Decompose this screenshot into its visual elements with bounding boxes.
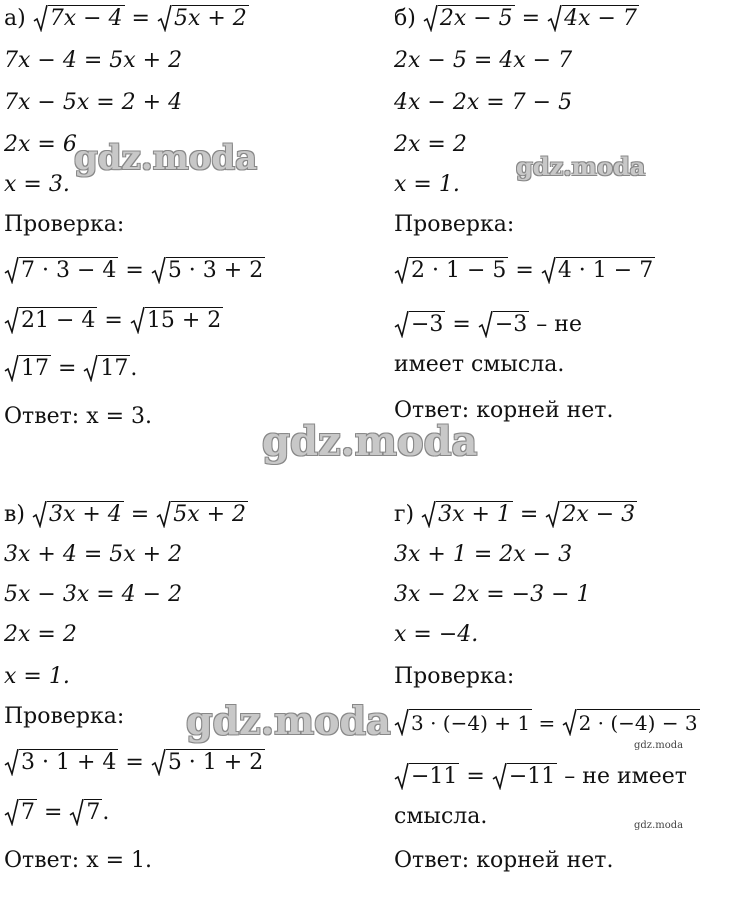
check-label: Проверка: [394, 212, 515, 237]
watermark: gdz.moda [186, 698, 391, 743]
radical: 5 · 3 + 2 [151, 256, 265, 286]
radical: 3 · (−4) + 1 [394, 708, 532, 738]
check-label: Проверка: [4, 704, 125, 729]
step-line: 5x − 3x = 4 − 2 [4, 582, 183, 607]
radical: 5x + 2 [156, 500, 248, 530]
check-line: 2 · 1 − 5 = 4 · 1 − 7 [394, 256, 655, 286]
check-line: 17 = 17. [4, 354, 137, 384]
note: имеет смысла. [394, 352, 565, 377]
step-line: 2x = 2 [394, 132, 467, 157]
check-line: 7 = 7. [4, 798, 109, 828]
radical: 5 · 1 + 2 [151, 748, 265, 778]
step-line: 2x − 5 = 4x − 7 [394, 48, 573, 73]
check-line: −11 = −11 – не имеет [394, 762, 687, 792]
radical: −3 [478, 310, 529, 340]
answer: Ответ: x = 3. [4, 404, 153, 429]
step-line: x = −4. [394, 622, 479, 647]
answer: Ответ: корней нет. [394, 398, 614, 423]
step-line: 3x − 2x = −3 − 1 [394, 582, 591, 607]
solution-b [394, 4, 729, 424]
radical: 21 − 4 [4, 306, 97, 336]
radical: 7 · 3 − 4 [4, 256, 118, 286]
radical: 7 [69, 798, 102, 828]
radical: 2x − 5 [423, 4, 515, 34]
step-line: x = 3. [4, 172, 70, 197]
step-line: 3x + 4 = 5x + 2 [4, 542, 183, 567]
step-line: 2x = 2 [4, 622, 77, 647]
watermark-small: gdz.moda [634, 820, 684, 831]
equation-g: г) 3x + 1 = 2x − 3 [394, 500, 637, 530]
step-line: x = 1. [394, 172, 460, 197]
watermark: gdz.moda [516, 152, 646, 181]
radical: 5x + 2 [157, 4, 249, 34]
solution-v [4, 500, 354, 880]
answer: Ответ: корней нет. [394, 848, 614, 873]
check-line: 7 · 3 − 4 = 5 · 3 + 2 [4, 256, 265, 286]
radical: 2 · (−4) − 3 [562, 708, 700, 738]
radical: 7 [4, 798, 37, 828]
step-line: 7x − 4 = 5x + 2 [4, 48, 183, 73]
radical: 3x + 4 [32, 500, 124, 530]
step-line: 2x = 6 [4, 132, 77, 157]
check-line: −3 = −3 – не [394, 310, 582, 340]
watermark: gdz.moda [74, 138, 258, 178]
note: смысла. [394, 804, 488, 829]
answer: Ответ: x = 1. [4, 848, 153, 873]
watermark: gdz.moda [262, 418, 478, 465]
step-line: x = 1. [4, 664, 70, 689]
check-line: 21 − 4 = 15 + 2 [4, 306, 223, 336]
check-line: 3 · 1 + 4 = 5 · 1 + 2 [4, 748, 265, 778]
radical: 2 · 1 − 5 [394, 256, 508, 286]
radical: 3x + 1 [421, 500, 513, 530]
radical: −11 [394, 762, 459, 792]
radical: 15 + 2 [130, 306, 223, 336]
label-g: г) [394, 502, 415, 527]
label-v: в) [4, 502, 25, 527]
radical: 4x − 7 [547, 4, 639, 34]
radical: 17 [4, 354, 51, 384]
radical: 7x − 4 [33, 4, 125, 34]
label-a: а) [4, 6, 26, 31]
watermark-small: gdz.moda [634, 740, 684, 751]
equation-a: а) 7x − 4 = 5x + 2 [4, 4, 249, 34]
radical: −11 [492, 762, 557, 792]
radical: −3 [394, 310, 445, 340]
step-line: 3x + 1 = 2x − 3 [394, 542, 573, 567]
check-line: 3 · (−4) + 1 = 2 · (−4) − 3 [394, 708, 700, 738]
radical: 4 · 1 − 7 [541, 256, 655, 286]
step-line: 4x − 2x = 7 − 5 [394, 90, 573, 115]
label-b: б) [394, 6, 416, 31]
radical: 3 · 1 + 4 [4, 748, 118, 778]
check-label: Проверка: [394, 664, 515, 689]
radical: 17 [83, 354, 130, 384]
equation-b: б) 2x − 5 = 4x − 7 [394, 4, 639, 34]
check-label: Проверка: [4, 212, 125, 237]
equation-v: в) 3x + 4 = 5x + 2 [4, 500, 248, 530]
solution-a [4, 4, 354, 434]
radical: 2x − 3 [545, 500, 637, 530]
step-line: 7x − 5x = 2 + 4 [4, 90, 183, 115]
